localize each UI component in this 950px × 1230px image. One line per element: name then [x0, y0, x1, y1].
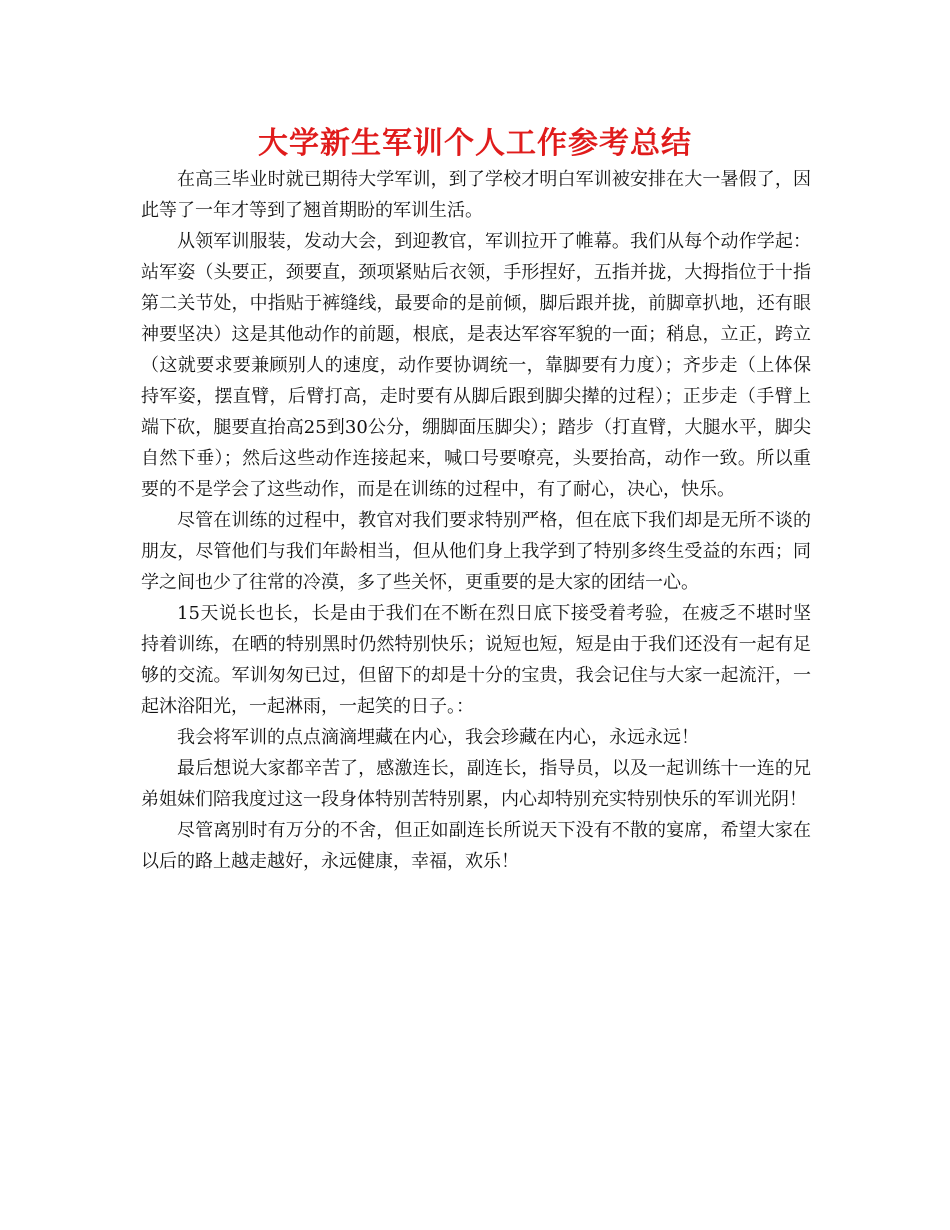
paragraph: 从领军训服装，发动大会，到迎教官，军训拉开了帷幕。我们从每个动作学起：站军姿（头要正，颈要直，颈项紧贴后衣领，手形捏好，五指并拢，大拇指位于十指第二关节处，中指贴于裤缝线，最要命的是前倾，脚后跟并拢，前脚章扒地，还有眼神要坚决）这是其他动作的前题，根底，是表达军容军貌的一面；稍息，立正，跨立（这就要求要兼顾别人的速度，动作要协调统一，靠脚要有力度）；齐步走（上体保持军姿，摆直臂，后臂打高，走时要有从脚后跟到脚尖撵的过程）；正步走（手臂上端下砍，腿要直抬高25到30公分，绷脚面压脚尖）；踏步（打直臂，大腿水平，脚尖自然下垂）；然后这些动作连接起来，喊口号要嘹亮，头要抬高，动作一致。所以重要的不是学会了这些动作，而是在训练的过程中，有了耐心，决心，快乐。	[141, 231, 811, 500]
document-title: 大学新生军训个人工作参考总结	[258, 126, 692, 161]
document-body	[141, 164, 811, 877]
paragraph: 尽管离别时有万分的不舍，但正如副连长所说天下没有不散的宴席，希望大家在以后的路上越走越好，永远健康，幸福，欢乐！	[141, 820, 811, 872]
paragraph: 我会将军训的点点滴滴埋藏在内心，我会珍藏在内心，永远永远！	[177, 727, 699, 748]
paragraph: 尽管在训练的过程中，教官对我们要求特别严格，但在底下我们却是无所不谈的朋友，尽管他们与我们年龄相当，但从他们身上我学到了特别多终生受益的东西；同学之间也少了往常的冷漠，多了些关怀，更重要的是大家的团结一心。	[141, 510, 811, 593]
paragraph: 在高三毕业时就已期待大学军训，到了学校才明白军训被安排在大一暑假了，因此等了一年才等到了翘首期盼的军训生活。	[141, 169, 811, 221]
paragraph: 15天说长也长，长是由于我们在不断在烈日底下接受着考验，在疲乏不堪时坚持着训练，在晒的特别黑时仍然特别快乐；说短也短，短是由于我们还没有一起有足够的交流。军训匆匆已过，但留下的却是十分的宝贵，我会记住与大家一起流汗，一起沐浴阳光，一起淋雨，一起笑的日子。：	[141, 603, 811, 717]
paragraph: 最后想说大家都辛苦了，感激连长，副连长，指导员，以及一起训练十一连的兄弟姐妹们陪我度过这一段身体特别苦特别累，内心却特别充实特别快乐的军训光阴！	[141, 758, 811, 810]
